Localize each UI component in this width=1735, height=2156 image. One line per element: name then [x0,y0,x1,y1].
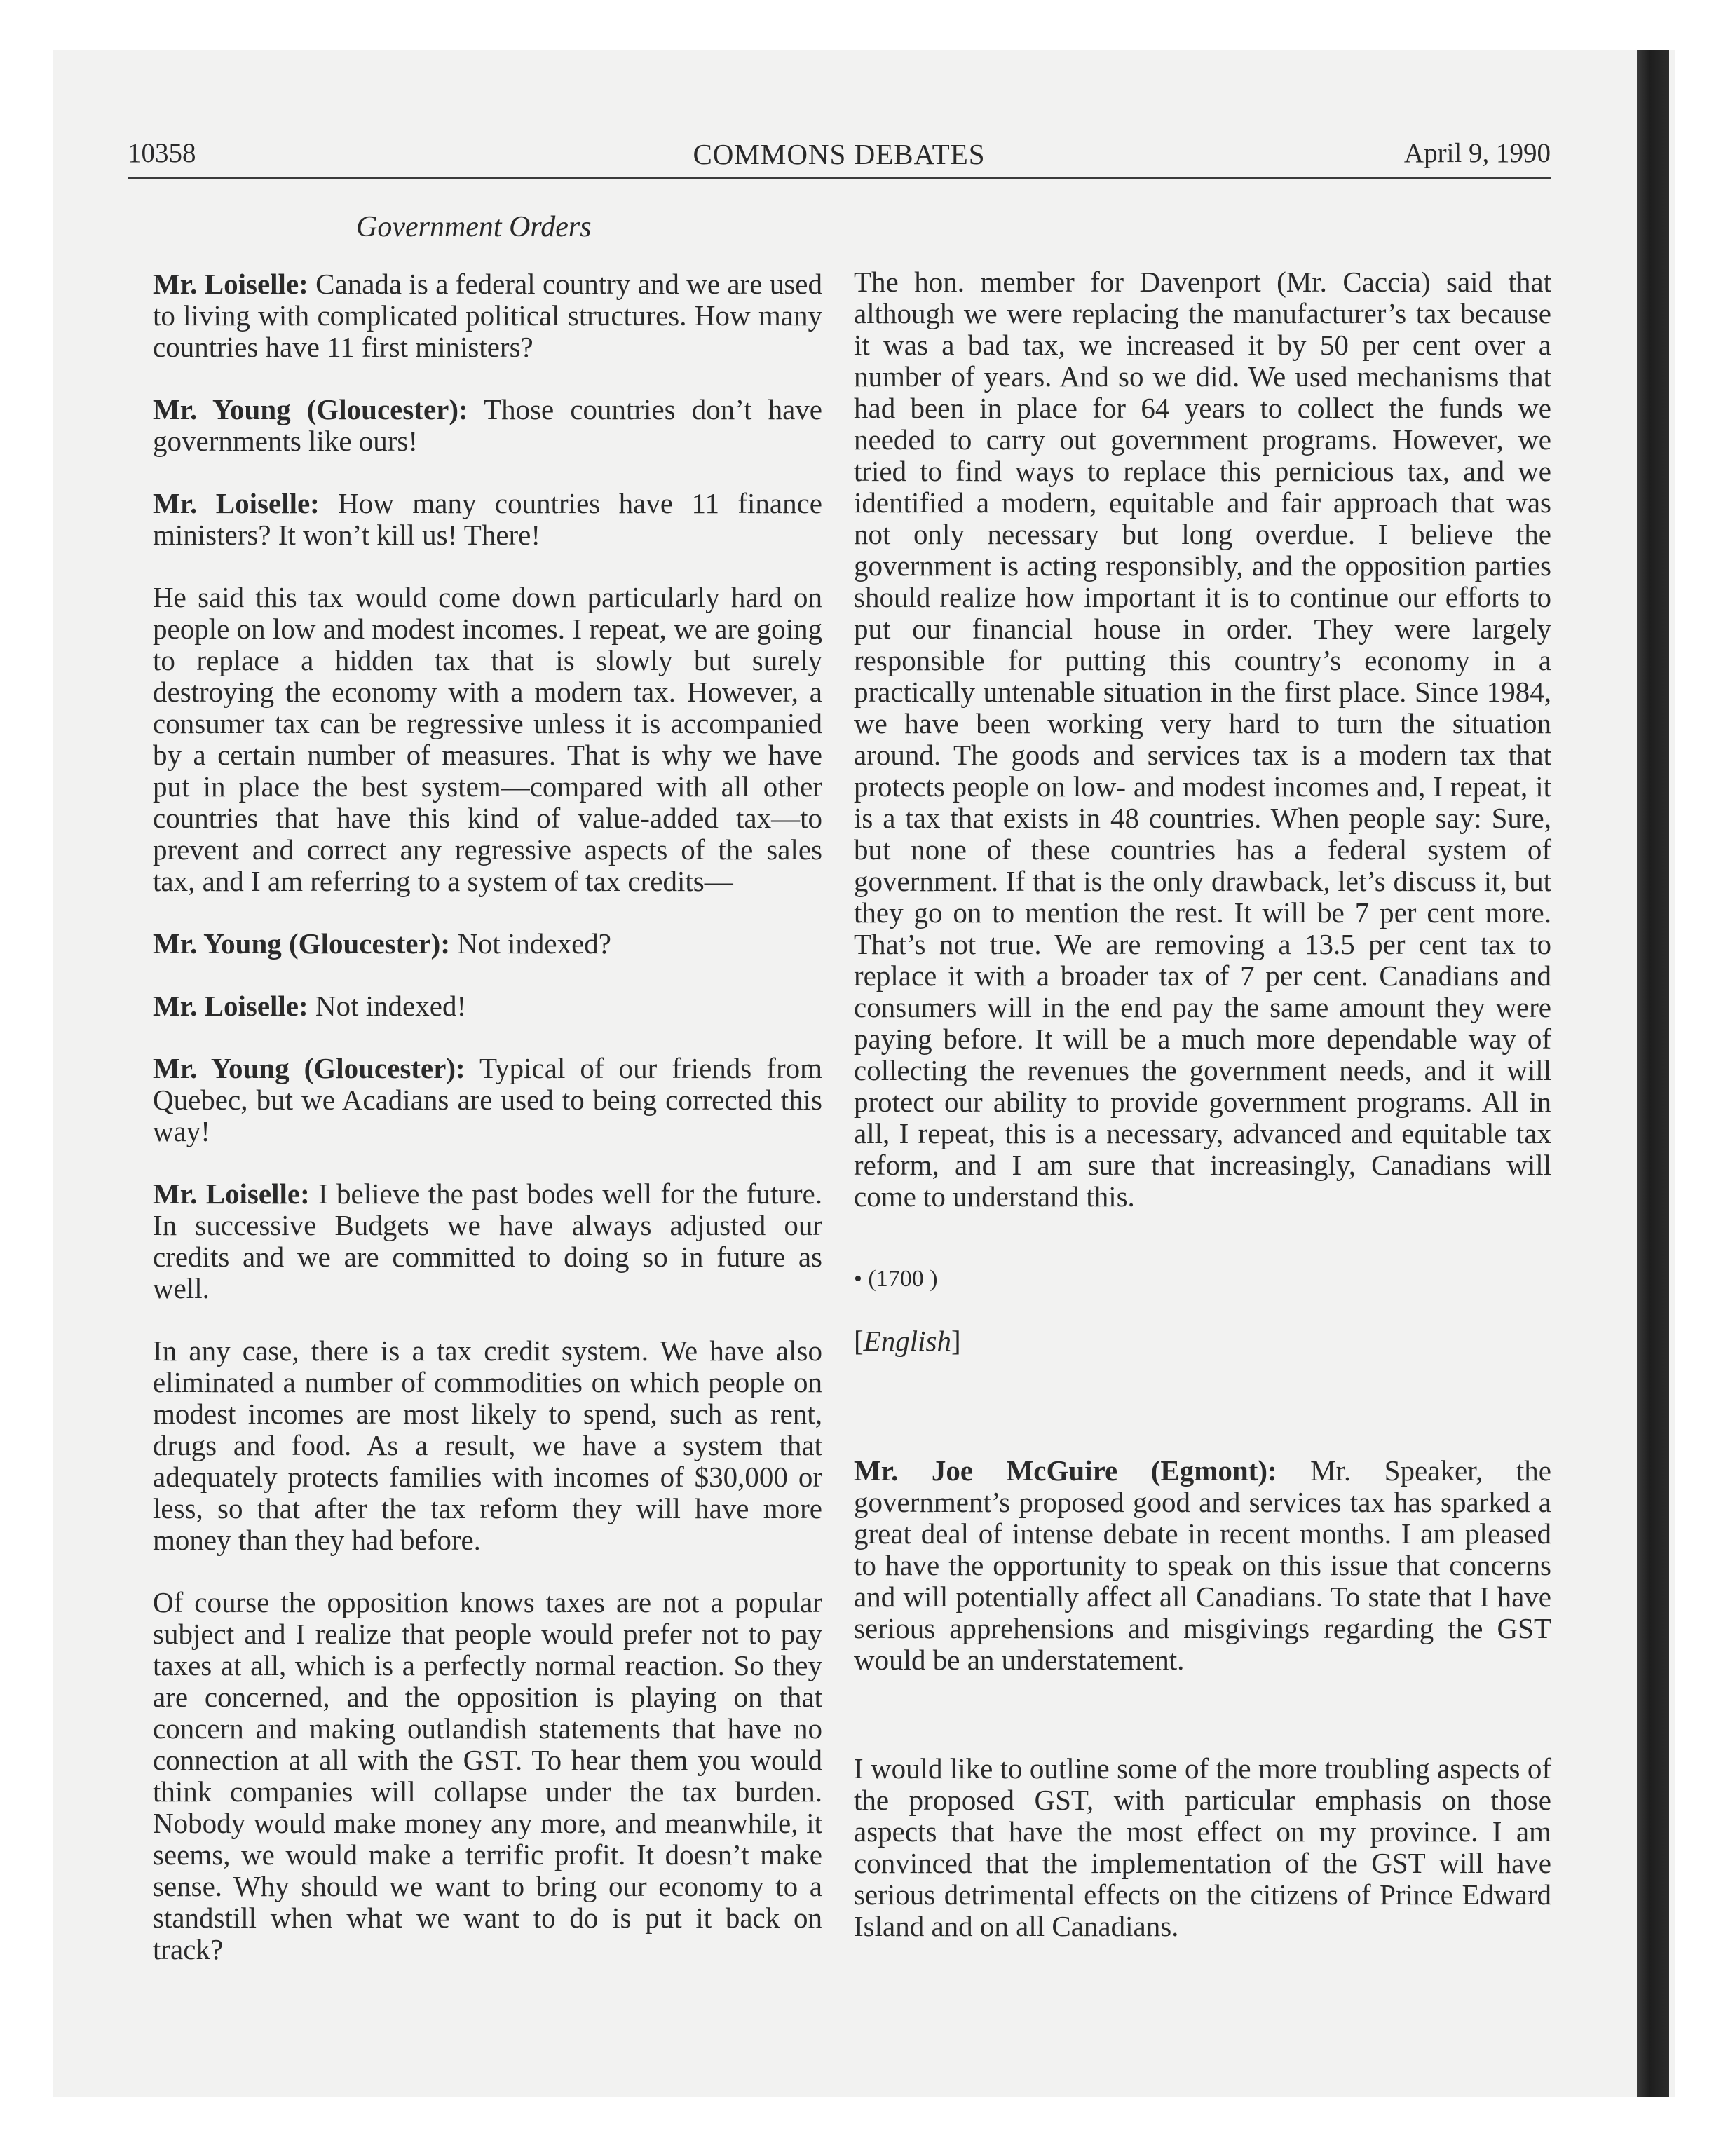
page-number: 10358 [128,138,196,168]
speech-text: I would like to outline some of the more troubling aspects of the proposed GST, with particular emphasis on those aspects that have the most effect on my province. I am convinced that the implementation of the GST will have serious detrimental effects on the citizens of Prince Edward Island and on all Canadians. [854,1752,1551,1942]
book-spine-shadow [1637,50,1669,2097]
speaker-name: Mr. Loiselle: [153,990,308,1022]
speech-text: He said this tax would come down particularly hard on people on low and modest incomes. I repeat, we are going to replace a hidden tax that is slowly but surely destroying the economy with a modern tax. However, a consumer tax can be regressive unless it is accompanied by a certain number of measures. That is why we have put in place the best system—compared with all other countries that have this kind of value-added tax—to prevent and correct any regressive aspects of the sales tax, and I am referring to a system of tax credits— [153,581,822,897]
page-header [128,137,1551,179]
speech-text: Those countries don’t have governments like ours! [153,393,822,457]
paragraph [153,1053,822,1147]
speech-text: The hon. member for Davenport (Mr. Caccia) said that although we were replacing the manufacturer’s tax because it was a bad tax, we increased it by 50 per cent over a number of years. And so we did. We used mechanisms that had been in place for 64 years to collect the funds we needed to carry out government programs. However, we tried to find ways to replace this pernicious tax, and we identified a modern, equitable and fair approach that was not only necessary but long overdue. I believe the government is acting responsibly, and the opposition parties should realize how important it is to continue our efforts to put our financial house in order. They were largely responsible for putting this country’s economy in a practically untenable situation in the first place. Since 1984, we have been working very hard to turn the situation around. The goods and services tax is a modern tax that protects people on low- and modest incomes and, I repeat, it is a tax that exists in 48 countries. When people say: Sure, but none of these countries has a federal system of government. If that is the only drawback, let’s discuss it, but they go on to mention the rest. It will be 7 per cent more. That’s not true. We are removing a 13.5 per cent tax to replace it with a broader tax of 7 per cent. Canadians and consumers will in the end pay the same amount they were paying before. It will be a much more dependable way of collecting the revenues the government needs, and it will protect our ability to provide government programs. All in all, I repeat, this is a necessary, advanced and equitable tax reform, and I am sure that increasingly, Canadians will come to understand this. [854,266,1551,1213]
speech-text: I believe the past bodes well for the future. In successive Budgets we have always adjusted our credits and we are committed to doing so in future as well. [153,1178,823,1304]
speech-text: Not indexed! [308,990,467,1022]
paragraph [854,1753,1551,1942]
speech-text: How many countries have 11 finance ministers? It won’t kill us! There! [153,487,823,551]
speech-text: Not indexed? [449,927,611,960]
speaker-name: Mr. Loiselle: [153,487,320,519]
time-marker: • (1700 ) [854,1266,938,1292]
publication-date: April 9, 1990 [1403,138,1551,168]
language-tag-text: English [863,1325,951,1357]
left-column [153,203,822,1996]
paragraph [153,1587,822,1965]
header-rule [128,177,1551,179]
paragraph [854,266,1551,1213]
speaker-name: Mr. Loiselle: [153,1178,310,1210]
speaker-name: Mr. Young (Gloucester): [153,927,450,960]
speech-text: Of course the opposition knows taxes are not a popular subject and I realize that people would prefer not to pay taxes at all, which is a perfectly normal reaction. So they are concerned, and the opposition is playing on that concern and making outlandish statements that have no connection at all with the GST. To hear them you would think companies will collapse under the tax burden. Nobody would make money any more, and meanwhile, it seems, we would make a terrific profit. It doesn’t make sense. Why should we want to bring our economy to a standstill when what we want to do is put it back on track? [153,1586,822,1965]
speaker-name: Mr. Loiselle: [153,268,308,300]
language-tag: [English] [854,1325,961,1357]
paragraph [153,582,822,897]
paragraph [153,928,822,960]
speech-text: Mr. Speaker, the government’s proposed good and services tax has sparked a great deal of intense debate in recent months. I am pleased to have the opportunity to speak on this issue that concerns and will potentially affect all Canadians. To state that I have serious apprehensions and misgivings regarding the GST would be an understatement. [854,1454,1551,1676]
paragraph [153,1178,822,1304]
right-column [854,266,1551,1973]
section-heading: Government Orders [356,211,592,243]
speaker-name: Mr. Young (Gloucester): [153,393,468,425]
paragraph [153,488,822,551]
speech-text: Canada is a federal country and we are used to living with complicated political structures. How many countries have 11 first ministers? [153,268,822,363]
paragraph [153,990,822,1022]
speech-text: In any case, there is a tax credit system. We have also eliminated a number of commodities on which people on modest incomes are most likely to spend, such as rent, drugs and food. As a result, we have a system that adequately protects families with incomes of $30,000 or less, so that after the tax reform they will have more money than they had before. [153,1335,822,1556]
paragraph [153,268,822,363]
paragraph [854,1455,1551,1676]
paragraph [153,394,822,457]
speaker-name: Mr. Joe McGuire (Egmont): [854,1454,1277,1487]
publication-title: COMMONS DEBATES [693,138,986,170]
speaker-name: Mr. Young (Gloucester): [153,1052,465,1084]
paragraph [153,1335,822,1556]
speech-text: Typical of our friends from Quebec, but we Acadians are used to being corrected this way! [153,1052,822,1147]
